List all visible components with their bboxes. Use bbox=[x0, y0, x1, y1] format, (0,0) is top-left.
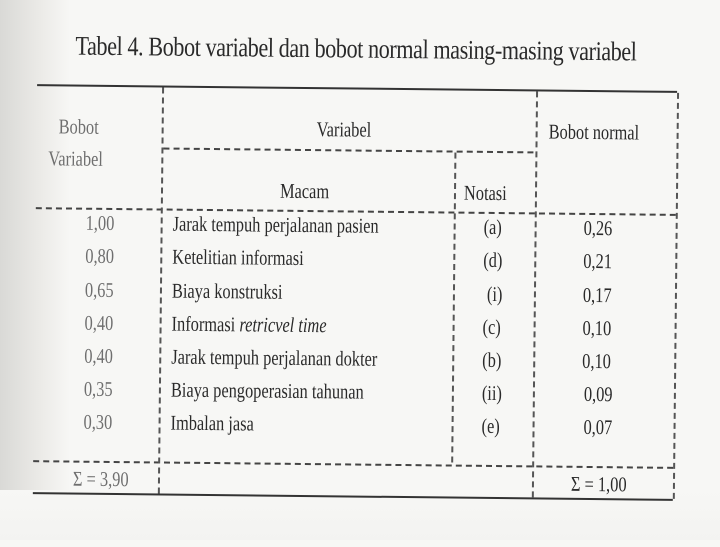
row-5-macam: Jarak tempuh perjalanan dokter bbox=[171, 344, 378, 371]
totals-top-rule bbox=[33, 460, 673, 469]
header-notasi: Notasi bbox=[463, 180, 507, 206]
row-6-normal: 0,09 bbox=[583, 381, 613, 407]
row-6-macam: Biaya pengoperasian tahunan bbox=[170, 377, 364, 404]
total-bobot-variabel: Σ = 3,90 bbox=[72, 466, 129, 492]
row-7-normal: 0,07 bbox=[583, 414, 613, 440]
row-5-notasi: (b) bbox=[482, 347, 502, 373]
row-4-macam-text: Informasi bbox=[171, 311, 240, 337]
header-variabel: Variabel bbox=[316, 117, 372, 142]
header-bobot-variabel-line1: Bobot bbox=[58, 114, 99, 139]
row-2-bobot: 0,80 bbox=[85, 243, 115, 268]
row-4-notasi: (c) bbox=[482, 314, 501, 340]
row-6-notasi: (ii) bbox=[481, 380, 503, 406]
row-2-normal: 0,21 bbox=[583, 248, 613, 274]
variabel-subheader-rule bbox=[163, 148, 533, 154]
row-7-bobot: 0,30 bbox=[83, 409, 113, 434]
row-1-normal: 0,26 bbox=[583, 215, 613, 241]
column-divider-1 bbox=[158, 87, 164, 493]
table-right-border bbox=[673, 93, 679, 499]
row-4-normal: 0,10 bbox=[582, 315, 612, 341]
row-7-macam: Imbalan jasa bbox=[170, 410, 254, 436]
column-divider-2 bbox=[451, 153, 456, 463]
header-bobot-normal: Bobot normal bbox=[548, 119, 640, 145]
header-macam: Macam bbox=[279, 178, 330, 204]
row-7-notasi: (e) bbox=[481, 413, 500, 439]
row-4-macam-italic: retricvel time bbox=[239, 312, 327, 338]
row-2-notasi: (d) bbox=[483, 247, 503, 273]
row-3-macam: Biaya konstruksi bbox=[171, 278, 283, 304]
row-5-normal: 0,10 bbox=[582, 348, 612, 374]
row-1-macam: Jarak tempuh perjalanan pasien bbox=[172, 211, 379, 238]
row-5-bobot: 0,40 bbox=[84, 343, 114, 368]
table-title: Tabel 4. Bobot variabel dan bobot normal masing-masing variabel bbox=[75, 30, 637, 67]
row-3-normal: 0,17 bbox=[582, 282, 612, 308]
total-bobot-normal: Σ = 1,00 bbox=[570, 471, 627, 497]
header-bobot-variabel-line2: Variabel bbox=[48, 146, 104, 171]
row-3-bobot: 0,65 bbox=[84, 277, 114, 302]
row-3-notasi: (i) bbox=[486, 281, 503, 307]
row-4-bobot: 0,40 bbox=[84, 310, 114, 335]
row-1-bobot: 1,00 bbox=[85, 210, 115, 235]
row-2-macam: Ketelitian informasi bbox=[172, 244, 304, 270]
table-top-rule bbox=[37, 84, 677, 93]
row-6-bobot: 0,35 bbox=[83, 376, 113, 401]
scanned-page bbox=[14, 0, 720, 547]
row-1-notasi: (a) bbox=[483, 214, 502, 240]
row-4-macam bbox=[171, 312, 326, 339]
